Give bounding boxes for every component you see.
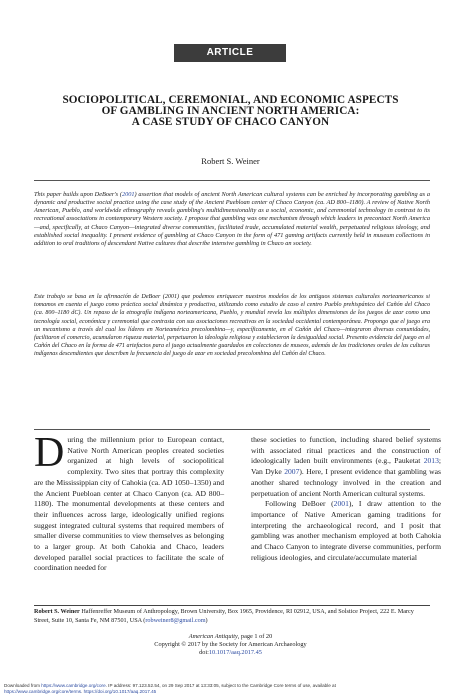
article-title bbox=[30, 95, 431, 128]
download-notice bbox=[4, 683, 459, 695]
body-text: Following DeBoer ( bbox=[265, 499, 334, 509]
abstract-bottom-rule bbox=[34, 429, 430, 430]
citation-link[interactable]: 2007 bbox=[284, 467, 300, 477]
journal-info bbox=[0, 633, 461, 657]
author-name: Robert S. Weiner bbox=[201, 156, 260, 166]
copyright: Copyright © 2017 by the Society for American Archaeology bbox=[154, 640, 307, 648]
author-affiliation bbox=[34, 608, 430, 625]
body-column-right bbox=[251, 435, 441, 563]
title-line-1: SOCIOPOLITICAL, CEREMONIAL, AND ECONOMIC ASPECTS bbox=[62, 94, 399, 106]
download-text: . IP address: 97.123.52.54, on 29 Sep 2017 at 13:33:05, subject to the Cambridge Core terms of use, available at bbox=[105, 683, 336, 688]
abstract-text: ) assertion that models of ancient North American cultural systems can be enriched by incorporating gambling as a dynamic and productive social practice using the case study of the Ancient Puebloan center of Chaco Canyon (ca. AD 800–1180). A review of Native North American, Pueblo, and worldwide ethnography reveals gambling's multidimensionality as a social, economic, and ceremonial technology in contrast to its recreational associations in contemporary Western society. I propose that gambling was one mechanism through which leaders in precontact North America—and, specifically, at Chaco Canyon—integrated diverse communities, facilitated trade, accumulated material wealth, perpetuated religious ideology, and established social inequality. I present evidence of gambling at Chaco Canyon in the form of 471 gaming artifacts currently held in museum collections in addition to oral traditions of descendant Native cultures that describe intensive gambling in Chaco an society. bbox=[34, 191, 430, 247]
journal-page: , page 1 of 20 bbox=[237, 633, 273, 640]
download-link[interactable]: https://www.cambridge.org/core bbox=[41, 683, 106, 688]
download-text: . bbox=[81, 689, 84, 694]
body-paragraph bbox=[251, 499, 441, 563]
body-text: ; Van Dyke bbox=[251, 456, 441, 477]
body-text: ), I draw attention to the importance of Native American gaming traditions for interpreting the archaeological record, and I posit that gambling was another mechanism employed at both Cahokia and Chaco Canyon to integrate diverse communities, perform religious ideologies, and circulate/accumulate material bbox=[251, 499, 441, 562]
doi-line bbox=[0, 649, 461, 657]
footer-rule bbox=[34, 605, 430, 606]
affiliation-text: ) bbox=[205, 616, 208, 624]
doi-label: doi: bbox=[199, 648, 209, 656]
citation-link[interactable]: 2001 bbox=[121, 191, 135, 198]
abstract-top-rule bbox=[34, 180, 430, 181]
body-text: these societies to function, including shared belief systems with associated ritual practices and the construction of ideologically laden built environments (e.g., Pauketat bbox=[251, 435, 441, 466]
body-text: ). Here, I present evidence that gambling was another shared technology involved in the creation and perpetuation of ancient North American cultural systems. bbox=[251, 467, 441, 498]
citation-link[interactable]: 2013 bbox=[423, 456, 439, 466]
doi-download-link[interactable]: https://doi.org/10.1017/aaq.2017.45 bbox=[83, 689, 157, 694]
body-text: uring the millennium prior to European contact, Native North American peoples created societies organized at high levels of sociopolitical complexity. Two sites that portray this complexity are the Mississippian city of Cahokia (ca. AD 1050–1350) and the Ancient Puebloan center at Chaco Canyon (ca. AD 800–1180). The monumental developments at these centers and their influences across large, ideologically unified regions suggest integrated cultural systems that required members of smaller diverse communities to view themselves as belonging to a larger group. At both Cahokia and Chaco, leaders developed parallel social practices to facilitate the scale of coordination needed for bbox=[34, 435, 224, 573]
section-banner: ARTICLE bbox=[174, 44, 286, 62]
terms-link[interactable]: https://www.cambridge.org/core/terms bbox=[4, 689, 82, 694]
title-line-2: OF GAMBLING IN ANCIENT NORTH AMERICA: bbox=[101, 105, 360, 117]
abstract-spanish: Este trabajo se basa en la afirmación de DeBoer (2001) que podemos enriquecer nuestros modelos de los antiguos sistemas culturales norteamericanos si tomamos en cuenta el juego como práctica social dinámica y productiva, utilizando como estudio de caso el centro Pueblo prehispánico del Cañón del Chaco (ca. 800–1180 dC). Un repaso de la etnografía indígena norteamericana, Pueblo, y mundial revela las múltiples dimensiones de los juegos de azar como una tecnología social, económica y ceremonial que contrasta con sus asociaciones recreativas en la sociedad occidental contemporánea. Propongo que el juego era un mecanismo a través del cual los líderes en Norteamérica precolombina—y, específicamente, en el Cañón del Chaco—integraron diversas comunidades, facilitaron el comercio, acumularon riqueza material, perpetuaron la ideología religiosa y establecieron la desigualdad social. Presento evidencia del juego en el Cañón del Chaco en la forma de 471 artefactos para el juego actualmente guardados en colecciones de museos, además de las tradiciones orales de las culturas indígenas descendientes que describen la frecuencia del juego de azar en sociedad precolombina del Cañón del Chaco. bbox=[34, 294, 430, 358]
abstract-english bbox=[34, 191, 430, 248]
journal-name: American Antiquity bbox=[188, 633, 238, 640]
abstract-text: This paper builds upon DeBoer's ( bbox=[34, 191, 122, 198]
title-line-3: A CASE STUDY OF CHACO CANYON bbox=[131, 116, 330, 128]
email-link[interactable]: robweiner8@gmail.com bbox=[145, 616, 206, 624]
body-column-left bbox=[34, 430, 224, 574]
doi-link[interactable]: 10.1017/aaq.2017.45 bbox=[208, 648, 262, 656]
citation-link[interactable]: 2001 bbox=[333, 499, 349, 509]
journal-citation bbox=[0, 633, 461, 641]
affiliation-author: Robert S. Weiner bbox=[34, 608, 80, 615]
drop-cap: D bbox=[34, 430, 65, 476]
body-paragraph bbox=[251, 435, 441, 499]
download-text: Downloaded from bbox=[4, 683, 42, 688]
affiliation-text: Haffenreffer Museum of Anthropology, Brown University, Box 1965, Providence, RI 02912, USA, and Solstice Project, 222 E. Marcy Street, Suite 10, Santa Fe, NM 87501, USA ( bbox=[34, 608, 414, 624]
